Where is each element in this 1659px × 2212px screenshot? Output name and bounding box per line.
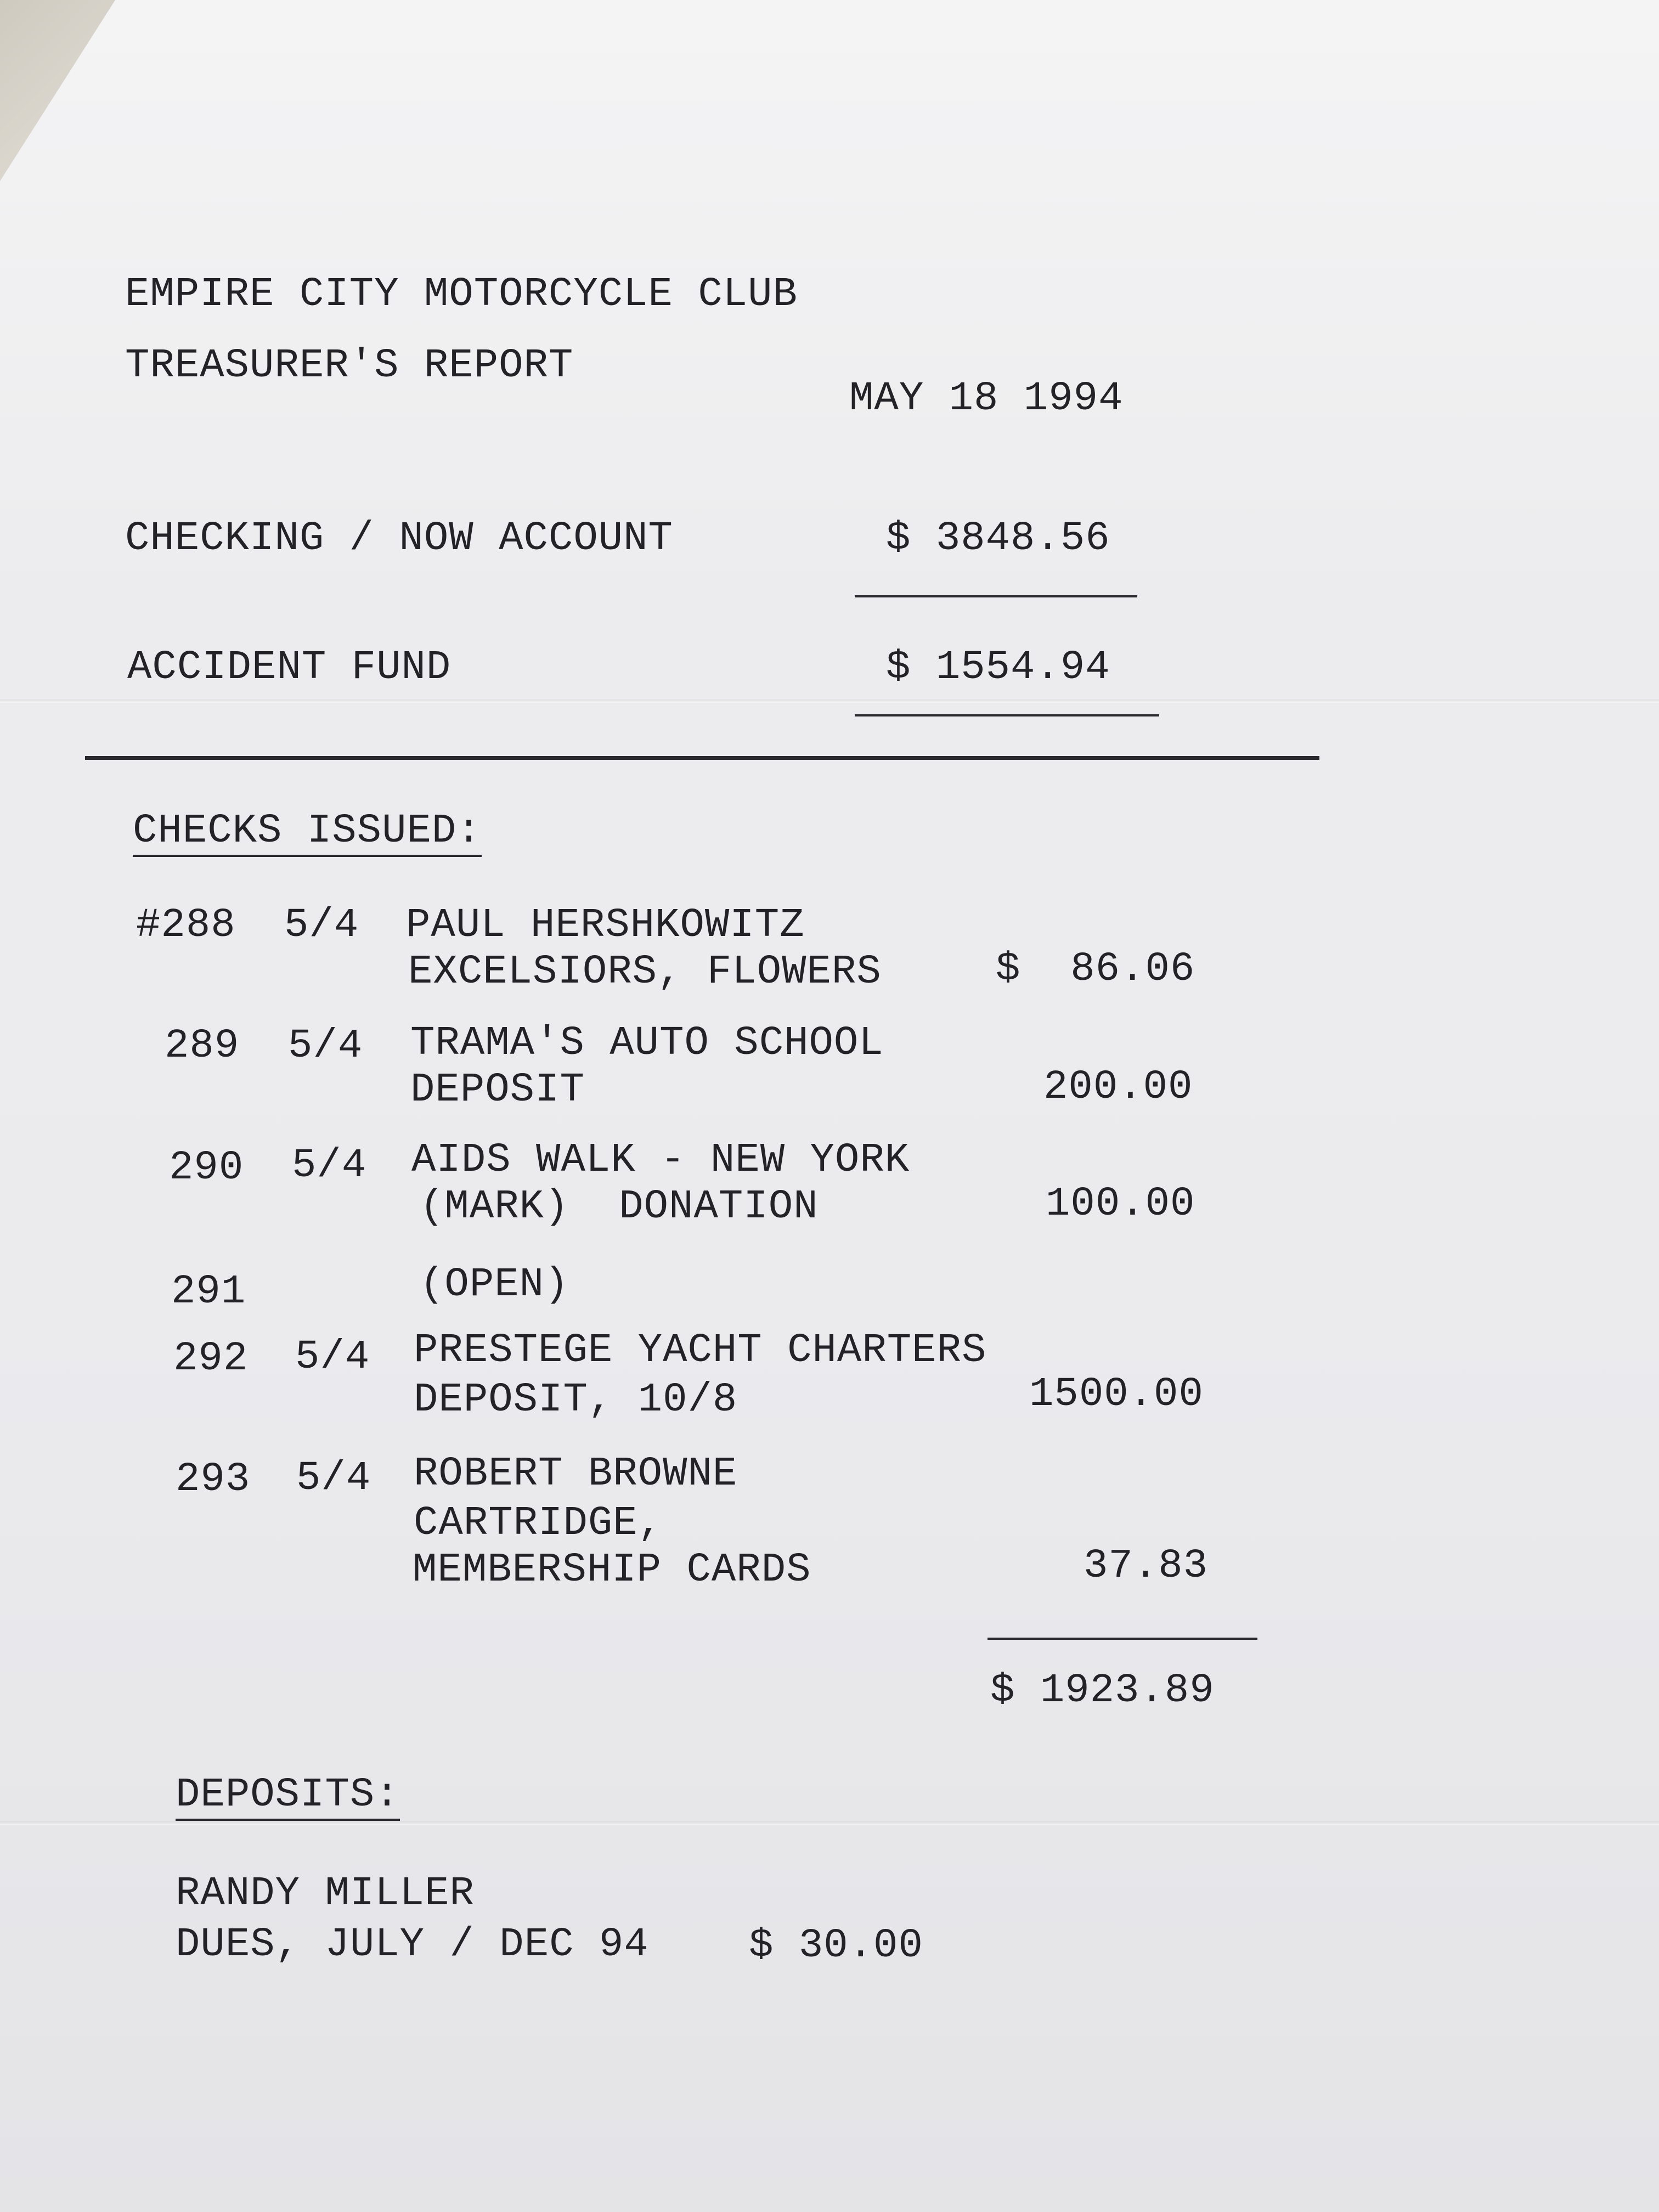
deposit-name: RANDY MILLER [176,1871,475,1917]
check-memo: EXCELSIORS, FLOWERS [408,949,882,995]
balance-amount-accident: $ 1554.94 [886,645,1110,691]
paper-fold [0,699,1659,703]
section-divider [85,756,1319,760]
check-memo: (MARK) DONATION [420,1184,819,1230]
check-amount: 200.00 [1043,1064,1193,1110]
check-memo: MEMBERSHIP CARDS [413,1547,811,1593]
check-memo: CARTRIDGE, [414,1500,663,1547]
check-payee: PRESTEGE YACHT CHARTERS [414,1328,987,1374]
check-number: 292 [173,1336,249,1382]
check-number: #288 [136,902,236,949]
check-date: 5/4 [292,1143,367,1189]
report-title: TREASURER'S REPORT [125,343,574,389]
check-payee: PAUL HERSHKOWITZ [406,902,805,949]
balance-label-accident: ACCIDENT FUND [127,645,452,691]
deposits-heading: DEPOSITS: [176,1775,400,1821]
check-number: 293 [176,1457,251,1503]
check-payee: AIDS WALK - NEW YORK [411,1137,910,1183]
check-number: 291 [171,1269,246,1315]
check-date: 5/4 [288,1023,363,1069]
check-payee: (OPEN) [420,1262,569,1308]
check-memo: DEPOSIT, 10/8 [414,1377,738,1423]
paper-fold [0,1821,1659,1825]
deposit-memo: DUES, JULY / DEC 94 [176,1922,649,1968]
amount-underline [855,714,1159,716]
total-underline [988,1638,1257,1640]
check-date: 5/4 [295,1334,370,1380]
checks-total: $ 1923.89 [990,1668,1215,1714]
balance-amount-checking: $ 3848.56 [886,516,1110,562]
org-name: EMPIRE CITY MOTORCYCLE CLUB [125,272,798,318]
check-amount: 37.83 [1084,1543,1209,1589]
balance-label-checking: CHECKING / NOW ACCOUNT [125,516,673,562]
check-amount: 100.00 [1046,1181,1195,1227]
check-amount: $ 86.06 [996,946,1195,992]
check-amount: 1500.00 [1029,1372,1204,1418]
report-date: MAY 18 1994 [849,376,1124,422]
check-date: 5/4 [296,1455,371,1502]
check-payee: ROBERT BROWNE [414,1451,738,1497]
check-number: 289 [165,1023,240,1069]
check-payee: TRAMA'S AUTO SCHOOL [410,1020,884,1066]
deposit-amount: $ 30.00 [749,1923,923,1969]
check-memo: DEPOSIT [410,1067,585,1113]
check-number: 290 [169,1145,244,1191]
check-date: 5/4 [284,902,359,949]
amount-underline [855,595,1137,597]
checks-heading: CHECKS ISSUED: [133,811,482,857]
